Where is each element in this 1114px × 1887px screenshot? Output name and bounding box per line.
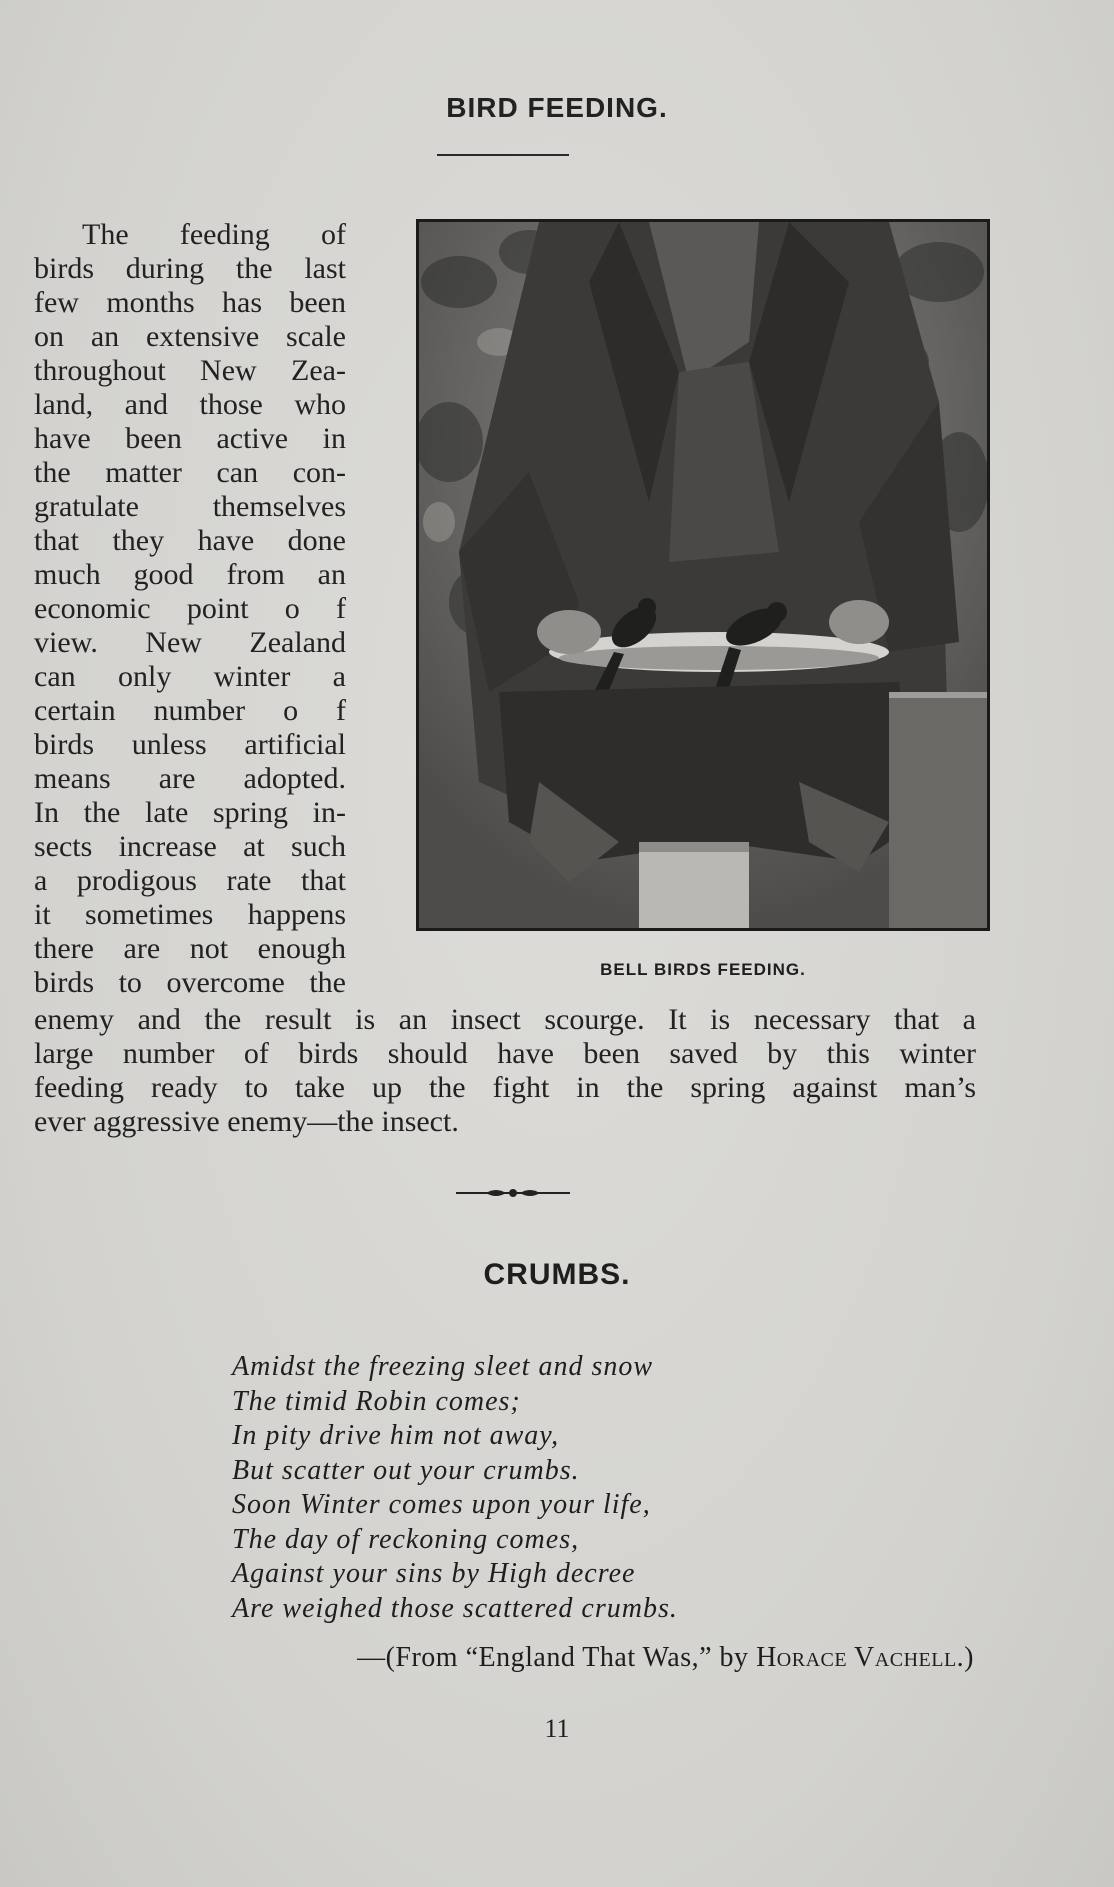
text-line: birds unless artificial: [34, 728, 346, 761]
text-line: much good from an: [34, 558, 346, 591]
poem-title: CRUMBS.: [483, 1258, 631, 1291]
poem-line: Are weighed those scattered crumbs.: [232, 1592, 678, 1624]
source-suffix: ): [964, 1642, 974, 1673]
text-line: there are not enough: [34, 932, 346, 965]
text-line: a prodigous rate that: [34, 864, 346, 897]
source-prefix: —(From “England That Was,” by: [357, 1642, 757, 1673]
poem-line: But scatter out your crumbs.: [232, 1454, 580, 1486]
article-left-column: [34, 218, 346, 1000]
bell-birds-photo: [416, 219, 990, 931]
text-line: large number of birds should have been saved by this winter: [34, 1037, 976, 1070]
text-line: that they have done: [34, 524, 346, 557]
text-line: economic point o f: [34, 592, 346, 625]
text-line: means are adopted.: [34, 762, 346, 795]
article-title: BIRD FEEDING.: [446, 92, 668, 123]
text-line: it sometimes happens: [34, 898, 346, 931]
poem-body: [232, 1350, 678, 1626]
poem-line: Amidst the freezing sleet and snow: [232, 1351, 654, 1382]
poem-line: The day of reckoning comes,: [232, 1523, 580, 1555]
poem-line: In pity drive him not away,: [232, 1420, 560, 1451]
photo-caption: BELL BIRDS FEEDING.: [600, 960, 806, 979]
poem-line: Against your sins by High decree: [232, 1558, 636, 1589]
poem-source: [357, 1642, 974, 1674]
photo-illustration: [419, 222, 987, 928]
text-line: sects increase at such: [34, 830, 346, 863]
text-line: birds during the last: [34, 252, 346, 285]
text-line: few months has been: [34, 286, 346, 319]
text-line: land, and those who: [34, 388, 346, 421]
section-divider-ornament: [456, 1185, 570, 1201]
text-line: the matter can con-: [34, 456, 346, 489]
text-line: The feeding of: [82, 218, 346, 251]
text-line: can only winter a: [34, 660, 346, 693]
text-line: enemy and the result is an insect scourge. It is necessary that a: [34, 1003, 976, 1036]
text-line: ever aggressive enemy—the insect.: [34, 1105, 459, 1138]
text-line: In the late spring in-: [34, 796, 346, 829]
poem-line: The timid Robin comes;: [232, 1385, 521, 1417]
text-line: have been active in: [34, 422, 346, 455]
text-line: on an extensive scale: [34, 320, 346, 353]
text-line: certain number o f: [34, 694, 346, 727]
poem-line: Soon Winter comes upon your life,: [232, 1489, 651, 1520]
source-author: Horace Vachell.: [756, 1642, 965, 1673]
article-full-width-text: [34, 1003, 976, 1139]
page-number: 11: [544, 1714, 570, 1743]
title-underline: [437, 154, 569, 156]
text-line: gratulate themselves: [34, 490, 346, 523]
text-line: view. New Zealand: [34, 626, 346, 659]
text-line: throughout New Zea-: [34, 354, 346, 387]
text-line: birds to overcome the: [34, 966, 346, 999]
text-line: feeding ready to take up the fight in the spring against man’s: [34, 1071, 976, 1104]
